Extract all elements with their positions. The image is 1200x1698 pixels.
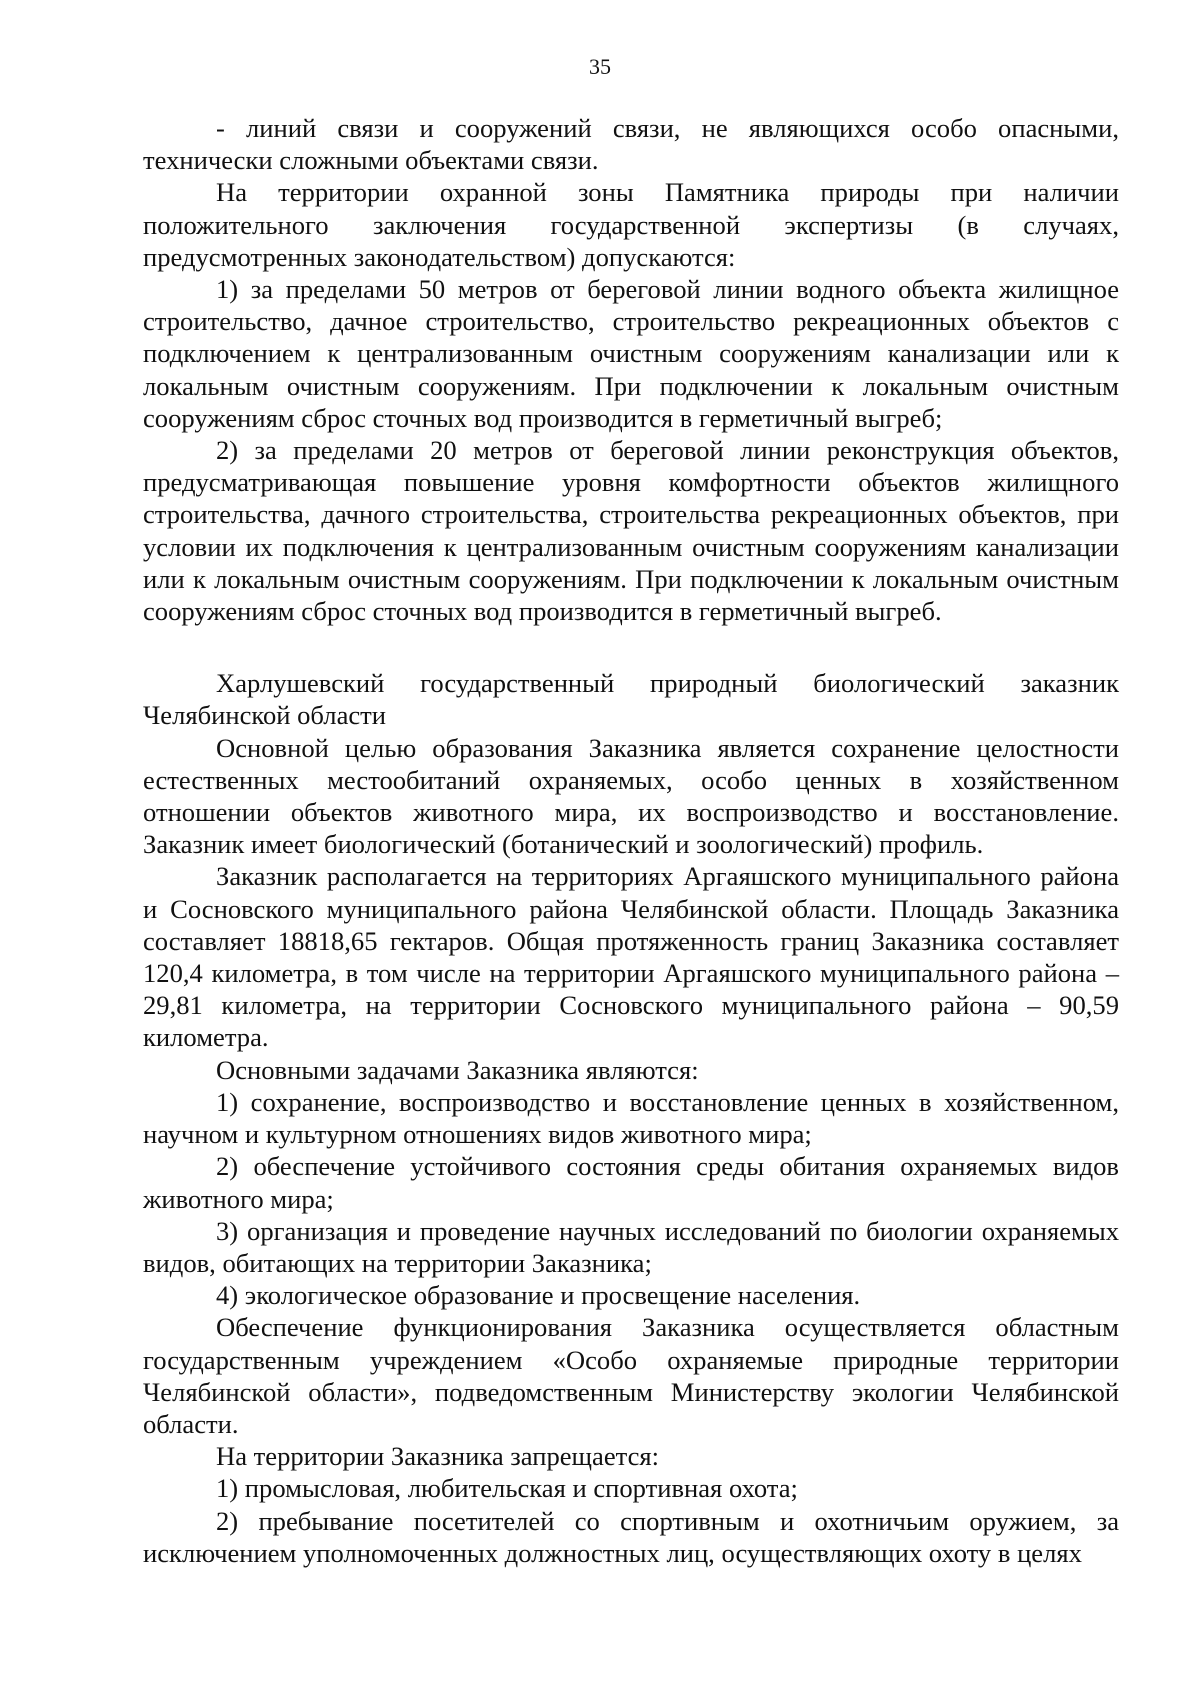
- paragraph-prohibitions-intro: На территории Заказника запрещается:: [216, 1441, 660, 1472]
- paragraph-task-2: 2) обеспечение устойчивого состояния среды обитания охраняемых видов животного мира;: [143, 1151, 1119, 1214]
- paragraph-operation: Обеспечение функционирования Заказника осуществляется областным государственным учреждением «Особо охраняемые природные территории Челябинской области», подведомственным Министерству экологии Челябинской области.: [143, 1312, 1119, 1439]
- page-number: 35: [589, 54, 611, 79]
- paragraph-prohibition-2: 2) пребывание посетителей со спортивным и охотничьим оружием, за исключением уполномоченных должностных лиц, осуществляющих охоту в целях: [143, 1505, 1119, 1568]
- section-spacer: [143, 627, 1119, 667]
- paragraph-task-4: 4) экологическое образование и просвещение населения.: [216, 1280, 861, 1311]
- paragraph-task-1: 1) сохранение, воспроизводство и восстановление ценных в хозяйственном, научном и культурном отношениях видов животного мира;: [143, 1086, 1119, 1150]
- paragraph-reserve-goal: Основной целью образования Заказника является сохранение целостности естественных местообитаний охраняемых, особо ценных в хозяйственном отношении объектов животного мира, их воспроизводство и восстановление. Заказник имеет биологический (ботанический и зоологический) профиль.: [143, 732, 1119, 860]
- paragraph-communication-lines: - линий связи и сооружений связи, не являющихся особо опасными, технически сложными объектами связи.: [143, 113, 1119, 176]
- paragraph-task-3: 3) организация и проведение научных исследований по биологии охраняемых видов, обитающих на территории Заказника;: [143, 1215, 1119, 1278]
- paragraph-tasks-intro: Основными задачами Заказника являются:: [216, 1054, 699, 1085]
- paragraph-item-50-meters: 1) за пределами 50 метров от береговой линии водного объекта жилищное строительство, дачное строительство, строительство рекреационных объектов с подключением к централизованным очистным сооружениям канализации или к локальным очистным сооружениям. При подключении к локальным очистным сооружениям сброс сточных вод производится в герметичный выгреб;: [143, 274, 1119, 433]
- section-heading-reserve: Харлушевский государственный природный биологический заказник Челябинской области: [143, 668, 1119, 731]
- paragraph-item-20-meters: 2) за пределами 20 метров от береговой линии реконструкция объектов, предусматривающая повышение уровня комфортности объектов жилищного строительства, дачного строительства, строительства рекреационных объектов, при условии их подключения к централизованным очистным сооружениям канализации или к локальным очистным сооружениям. При подключении к локальным очистным сооружениям сброс сточных вод производится в герметичный выгреб.: [143, 435, 1119, 627]
- paragraph-prohibition-1: 1) промысловая, любительская и спортивная охота;: [216, 1473, 798, 1504]
- paragraph-reserve-location: Заказник располагается на территориях Аргаяшского муниципального района и Сосновского муниципального района Челябинской области. Площадь Заказника составляет 18818,65 гектаров. Общая протяженность границ Заказника составляет 120,4 километра, в том числе на территории Аргаяшского муниципального района – 29,81 километра, на территории Сосновского муниципального района – 90,59 километра.: [143, 861, 1119, 1053]
- paragraph-protected-zone-intro: На территории охранной зоны Памятника природы при наличии положительного заключения государственной экспертизы (в случаях, предусмотренных законодательством) допускаются:: [143, 177, 1119, 272]
- document-body: [143, 112, 1119, 1569]
